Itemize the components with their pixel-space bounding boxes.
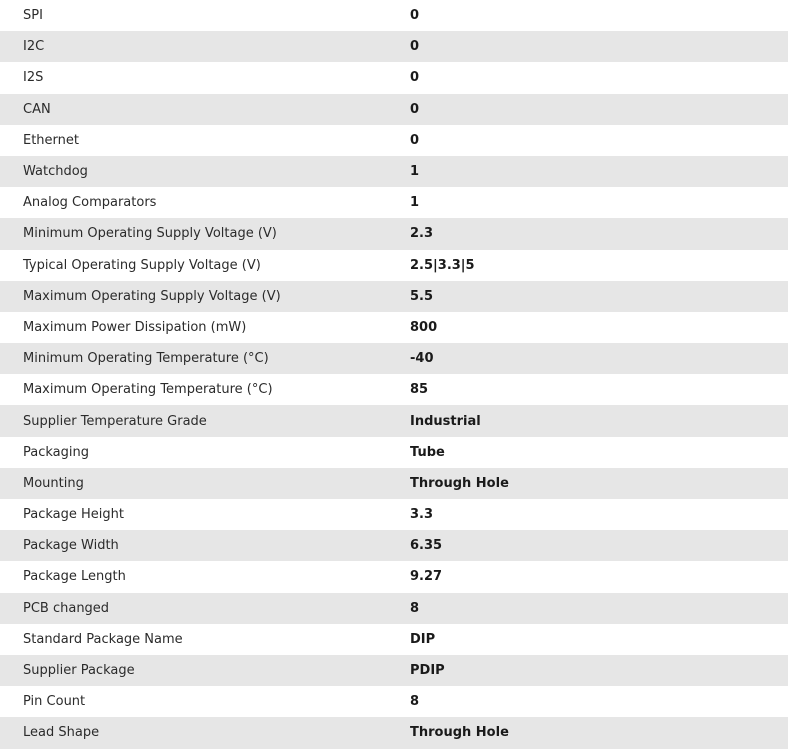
- spec-row: [0, 499, 788, 530]
- spec-value: -40: [410, 351, 434, 367]
- spec-value: Industrial: [410, 413, 481, 429]
- spec-row: [0, 686, 788, 717]
- spec-name: Supplier Temperature Grade: [23, 413, 207, 429]
- spec-row: [0, 374, 788, 405]
- spec-value: 6.35: [410, 538, 443, 554]
- spec-name: Maximum Operating Temperature (°C): [23, 382, 273, 398]
- spec-row: [0, 593, 788, 624]
- spec-value: Through Hole: [410, 475, 509, 491]
- spec-value: PDIP: [410, 663, 445, 679]
- spec-name: Package Height: [23, 507, 124, 523]
- spec-name: Standard Package Name: [23, 631, 183, 647]
- spec-value: 0: [410, 132, 420, 148]
- spec-value: 8: [410, 694, 420, 710]
- spec-row: [0, 561, 788, 592]
- spec-value: 800: [410, 319, 438, 335]
- spec-row: [0, 218, 788, 249]
- spec-value: 0: [410, 70, 420, 86]
- spec-name: Analog Comparators: [23, 195, 157, 211]
- spec-row: [0, 312, 788, 343]
- spec-row: [0, 31, 788, 62]
- spec-row: [0, 530, 788, 561]
- spec-name: Packaging: [23, 444, 89, 460]
- spec-name: CAN: [23, 101, 51, 117]
- spec-row: [0, 62, 788, 93]
- spec-value: DIP: [410, 631, 436, 647]
- spec-name: Mounting: [23, 475, 84, 491]
- spec-row: [0, 437, 788, 468]
- spec-name: Watchdog: [23, 164, 88, 180]
- spec-name: Pin Count: [23, 694, 86, 710]
- spec-row: [0, 250, 788, 281]
- spec-value: 0: [410, 101, 420, 117]
- spec-row: [0, 125, 788, 156]
- spec-name: Maximum Operating Supply Voltage (V): [23, 288, 281, 304]
- spec-value: Tube: [410, 444, 445, 460]
- spec-value: 0: [410, 8, 420, 24]
- spec-value: 0: [410, 39, 420, 55]
- spec-row: [0, 0, 788, 31]
- spec-value: 1: [410, 195, 420, 211]
- spec-name: SPI: [23, 8, 43, 24]
- spec-name: Lead Shape: [23, 725, 100, 741]
- spec-value: Through Hole: [410, 725, 509, 741]
- spec-value: 9.27: [410, 569, 443, 585]
- spec-name: Supplier Package: [23, 663, 135, 679]
- spec-name: Typical Operating Supply Voltage (V): [23, 257, 261, 273]
- spec-name: Package Length: [23, 569, 126, 585]
- spec-name: Ethernet: [23, 132, 79, 148]
- spec-row: [0, 717, 788, 748]
- spec-row: [0, 405, 788, 436]
- spec-name: Minimum Operating Supply Voltage (V): [23, 226, 277, 242]
- spec-value: 2.5|3.3|5: [410, 257, 475, 273]
- spec-name: I2S: [23, 70, 44, 86]
- spec-value: 1: [410, 164, 420, 180]
- spec-value: 3.3: [410, 507, 434, 523]
- spec-value: 5.5: [410, 288, 434, 304]
- spec-value: 2.3: [410, 226, 434, 242]
- spec-row: [0, 156, 788, 187]
- spec-name: Minimum Operating Temperature (°C): [23, 351, 269, 367]
- spec-row: [0, 468, 788, 499]
- spec-value: 85: [410, 382, 429, 398]
- spec-row: [0, 94, 788, 125]
- spec-row: [0, 187, 788, 218]
- spec-name: Package Width: [23, 538, 119, 554]
- spec-row: [0, 655, 788, 686]
- spec-row: [0, 343, 788, 374]
- spec-name: I2C: [23, 39, 45, 55]
- spec-name: PCB changed: [23, 600, 110, 616]
- spec-row: [0, 281, 788, 312]
- spec-value: 8: [410, 600, 420, 616]
- spec-name: Maximum Power Dissipation (mW): [23, 319, 247, 335]
- spec-row: [0, 624, 788, 655]
